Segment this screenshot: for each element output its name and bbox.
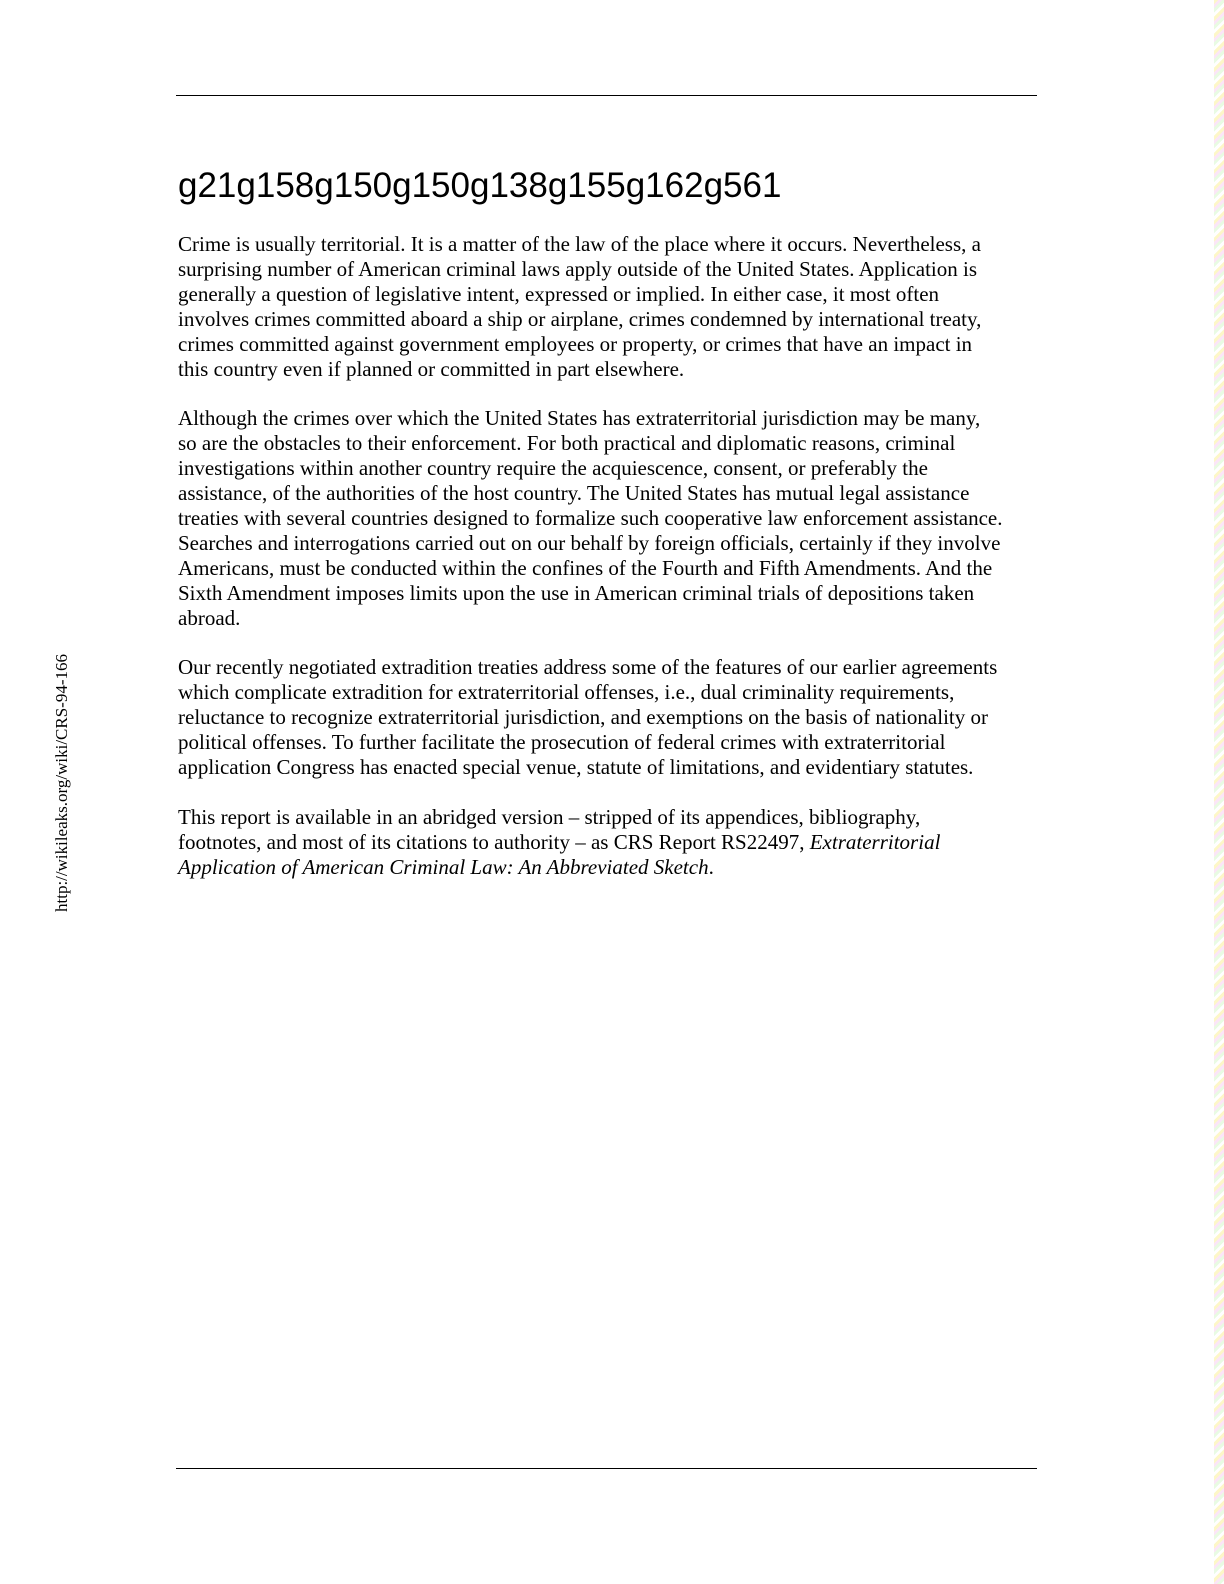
text-line: Sixth Amendment imposes limits upon the use in American criminal trials of depositions taken bbox=[178, 581, 975, 605]
report-title: Application of American Criminal Law: An Abbreviated Sketch bbox=[178, 855, 709, 879]
text-line: political offenses. To further facilitate the prosecution of federal crimes with extraterritorial bbox=[178, 730, 946, 754]
text-line: treaties with several countries designed to formalize such cooperative law enforcement assistance. bbox=[178, 506, 1003, 530]
text-line: reluctance to recognize extraterritorial jurisdiction, and exemptions on the basis of nationality or bbox=[178, 705, 988, 729]
text-line: involves crimes committed aboard a ship or airplane, crimes condemned by international treaty, bbox=[178, 307, 982, 331]
text-segment: . bbox=[708, 855, 714, 879]
text-line: so are the obstacles to their enforcement. For both practical and diplomatic reasons, criminal bbox=[178, 431, 956, 455]
text-line: application Congress has enacted special venue, statute of limitations, and evidentiary statutes. bbox=[178, 755, 974, 779]
bottom-rule bbox=[176, 1468, 1037, 1469]
paragraph-4 bbox=[178, 805, 1058, 880]
text-line: Although the crimes over which the United States has extraterritorial jurisdiction may be many, bbox=[178, 406, 981, 430]
paragraph-3 bbox=[178, 655, 1058, 780]
text-line: abroad. bbox=[178, 606, 241, 630]
page-edge bbox=[1214, 0, 1224, 1584]
text-line: This report is available in an abridged version – stripped of its appendices, bibliography, bbox=[178, 805, 921, 829]
paragraph-2 bbox=[178, 406, 1058, 631]
text-line: Crime is usually territorial. It is a matter of the law of the place where it occurs. Nevertheless, a bbox=[178, 232, 981, 256]
side-url: http://wikileaks.org/wiki/CRS-94-166 bbox=[52, 654, 71, 912]
text-line: Our recently negotiated extradition treaties address some of the features of our earlier agreements bbox=[178, 655, 998, 679]
page-heading: g21g158g150g150g138g155g162g561 bbox=[178, 166, 782, 205]
text-line: Searches and interrogations carried out on our behalf by foreign officials, certainly if they involve bbox=[178, 531, 1001, 555]
report-title: Extraterritorial bbox=[809, 830, 941, 854]
text-line bbox=[178, 855, 1058, 880]
text-line: investigations within another country require the acquiescence, consent, or preferably the bbox=[178, 456, 928, 480]
text-line bbox=[178, 830, 1058, 855]
text-line: this country even if planned or committed in part elsewhere. bbox=[178, 357, 685, 381]
text-line: crimes committed against government employees or property, or crimes that have an impact in bbox=[178, 332, 973, 356]
text-line: surprising number of American criminal laws apply outside of the United States. Application is bbox=[178, 257, 978, 281]
text-segment: footnotes, and most of its citations to authority – as CRS Report RS22497, bbox=[178, 830, 810, 854]
text-line: generally a question of legislative intent, expressed or implied. In either case, it most often bbox=[178, 282, 940, 306]
top-rule bbox=[176, 95, 1037, 96]
text-line: which complicate extradition for extraterritorial offenses, i.e., dual criminality requirements, bbox=[178, 680, 955, 704]
text-line: Americans, must be conducted within the confines of the Fourth and Fifth Amendments. And the bbox=[178, 556, 993, 580]
text-line: assistance, of the authorities of the host country. The United States has mutual legal assistance bbox=[178, 481, 970, 505]
paragraph-1 bbox=[178, 232, 1058, 382]
